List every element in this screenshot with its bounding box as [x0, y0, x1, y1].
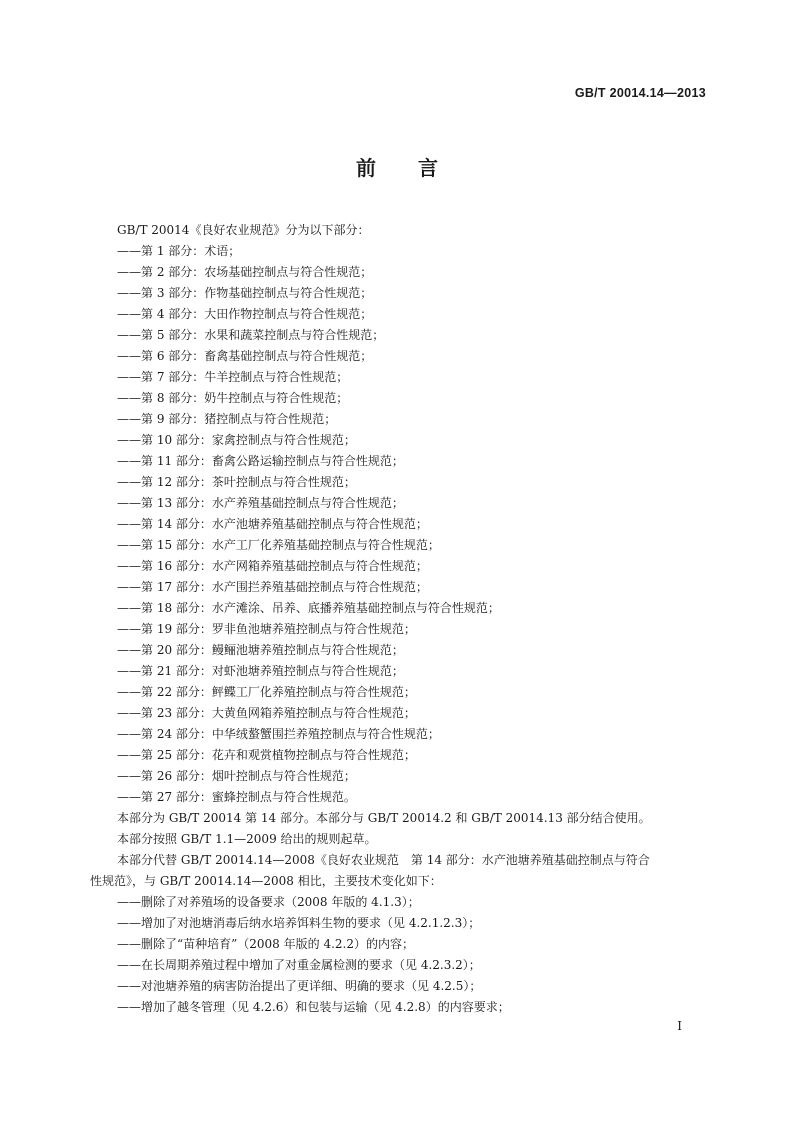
part-item: ——第 21 部分：对虾池塘养殖控制点与符合性规范； — [117, 664, 404, 678]
part-usage-paragraph: 本部分为 GB/T 20014 第 14 部分。本部分与 GB/T 20014.2 和 GB/T 20014.13 部分结合使用。 — [117, 811, 651, 825]
part-item: ——第 24 部分：中华绒螯蟹围拦养殖控制点与符合性规范； — [117, 727, 440, 741]
part-item: ——第 15 部分：水产工厂化养殖基础控制点与符合性规范； — [117, 538, 440, 552]
change-item: ——删除了对养殖场的设备要求（2008 年版的 4.1.3）； — [117, 895, 420, 909]
part-item: ——第 5 部分：水果和蔬菜控制点与符合性规范； — [117, 328, 385, 342]
standard-code: GB/T 20014.14—2013 — [574, 86, 706, 100]
part-item: ——第 23 部分：大黄鱼网箱养殖控制点与符合性规范； — [117, 706, 416, 720]
part-item: ——第 6 部分：畜禽基础控制点与符合性规范； — [117, 349, 373, 363]
part-item: ——第 8 部分：奶牛控制点与符合性规范； — [117, 391, 349, 405]
change-item: ——删除了“苗种培育”（2008 年版的 4.2.2）的内容； — [117, 937, 414, 951]
part-item: ——第 25 部分：花卉和观赏植物控制点与符合性规范； — [117, 748, 416, 762]
change-item: ——对池塘养殖的病害防治提出了更详细、明确的要求（见 4.2.5）； — [117, 979, 482, 993]
drafting-rules-paragraph: 本部分按照 GB/T 1.1—2009 给出的规则起草。 — [117, 832, 377, 846]
part-item: ——第 10 部分：家禽控制点与符合性规范； — [117, 433, 356, 447]
part-item: ——第 27 部分：蜜蜂控制点与符合性规范。 — [117, 790, 356, 804]
part-item: ——第 2 部分：农场基础控制点与符合性规范； — [117, 265, 373, 279]
part-item: ——第 26 部分：烟叶控制点与符合性规范； — [117, 769, 356, 783]
page-title — [0, 152, 794, 181]
replacement-paragraph-line-2: 性规范》，与 GB/T 20014.14—2008 相比，主要技术变化如下： — [90, 874, 442, 888]
change-item: ——在长周期养殖过程中增加了对重金属检测的要求（见 4.2.3.2）； — [117, 958, 481, 972]
part-item: ——第 9 部分：猪控制点与符合性规范； — [117, 412, 337, 426]
part-item: ——第 19 部分：罗非鱼池塘养殖控制点与符合性规范； — [117, 622, 416, 636]
part-item: ——第 11 部分：畜禽公路运输控制点与符合性规范； — [117, 454, 404, 468]
part-item: ——第 18 部分：水产滩涂、吊养、底播养殖基础控制点与符合性规范； — [117, 601, 500, 615]
part-item: ——第 22 部分：鲆鲽工厂化养殖控制点与符合性规范； — [117, 685, 416, 699]
part-item: ——第 20 部分：鳗鲡池塘养殖控制点与符合性规范； — [117, 643, 404, 657]
part-item: ——第 13 部分：水产养殖基础控制点与符合性规范； — [117, 496, 404, 510]
part-item: ——第 16 部分：水产网箱养殖基础控制点与符合性规范； — [117, 559, 428, 573]
part-item: ——第 7 部分：牛羊控制点与符合性规范； — [117, 370, 349, 384]
part-item: ——第 3 部分：作物基础控制点与符合性规范； — [117, 286, 373, 300]
page-number: I — [677, 1019, 682, 1033]
part-item: ——第 4 部分：大田作物控制点与符合性规范； — [117, 307, 373, 321]
title-char-2: 言 — [418, 156, 438, 180]
part-item: ——第 14 部分：水产池塘养殖基础控制点与符合性规范； — [117, 517, 428, 531]
change-item: ——增加了越冬管理（见 4.2.6）和包装与运输（见 4.2.8）的内容要求； — [117, 1000, 510, 1014]
replacement-paragraph-line-1: 本部分代替 GB/T 20014.14—2008《良好农业规范 第 14 部分：水产池塘养殖基础控制点与符合 — [117, 853, 650, 867]
change-item: ——增加了对池塘消毒后纳水培养饵料生物的要求（见 4.2.1.2.3）； — [117, 916, 481, 930]
title-char-1: 前 — [356, 156, 376, 180]
part-item: ——第 17 部分：水产围拦养殖基础控制点与符合性规范； — [117, 580, 428, 594]
document-body — [90, 220, 712, 1018]
part-item: ——第 1 部分：术语； — [117, 244, 241, 258]
intro-paragraph: GB/T 20014《良好农业规范》分为以下部分： — [117, 223, 370, 237]
part-item: ——第 12 部分：茶叶控制点与符合性规范； — [117, 475, 356, 489]
